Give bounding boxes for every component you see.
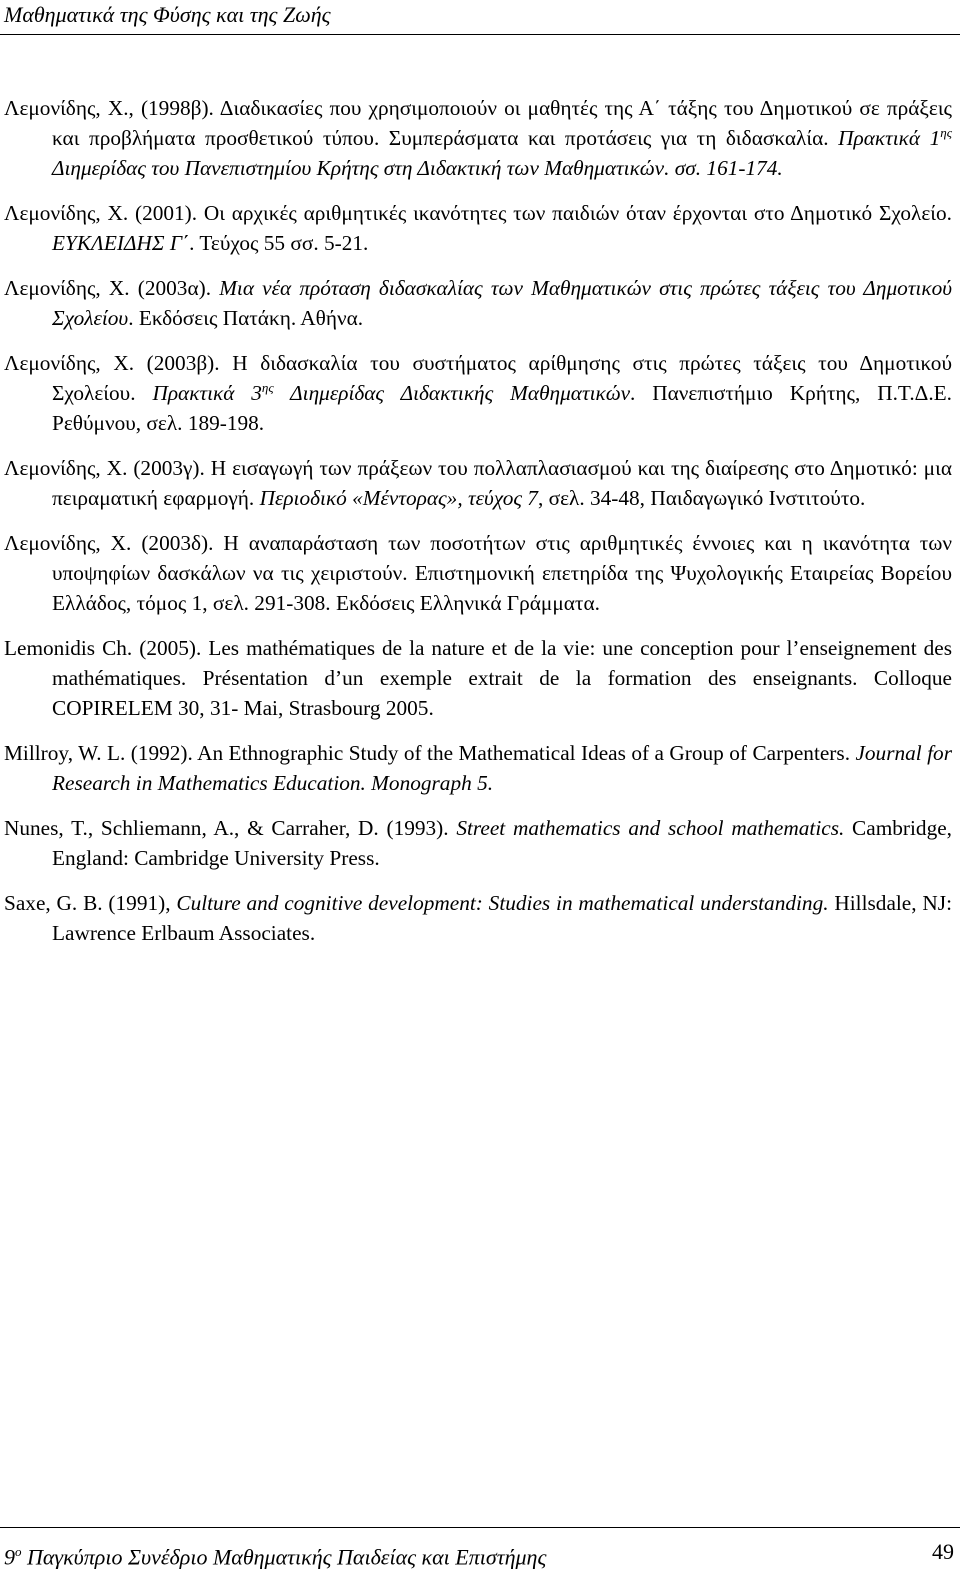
reference-italic-text: Διημερίδας του Πανεπιστημίου Κρήτης στη Διδακτική των Μαθηματικών. σσ. 161-174. <box>52 156 783 180</box>
reference-text: . Εκδόσεις Πατάκη. Αθήνα. <box>128 306 364 330</box>
reference-text: Lemonidis Ch. (2005). Les mathématiques de la nature et de la vie: une conception pour l’enseignement des mathématiques. Présentation d’un exemple extrait de la formation des enseignants. Colloque COPIRELEM 30, 31- Mai, Strasbourg 2005. <box>4 636 952 720</box>
footer-edition-number: 9 <box>4 1544 15 1570</box>
reference-italic-text: Culture and cognitive development: Studies in mathematical understanding. <box>176 891 829 915</box>
reference-text: Λεμονίδης, Χ. (2003δ). Η αναπαράσταση των ποσοτήτων στις αριθμητικές έννοιες και η ικανότητα των υποψηφίων δασκάλων να τις χειριστούν. Επιστημονική επετηρίδα της Ψυχολογικής Εταιρείας Βορείου Ελλάδος, τόμος 1, σελ. 291-308. Εκδόσεις Ελληνικά Γράμματα. <box>4 531 952 615</box>
reference-text: Nunes, T., Schliemann, A., & Carraher, D. (1993). <box>4 816 457 840</box>
reference-text: Λεμονίδης, Χ. (2003β). Η διδασκαλία του συστήματος αρίθμησης στις πρώτες τάξεις του Δημοτικού Σχολείου. <box>4 351 952 405</box>
reference-entry <box>4 198 952 258</box>
reference-italic-text: Περιοδικό «Μέντορας», τεύχος 7 <box>259 486 538 510</box>
reference-entry <box>4 453 952 513</box>
reference-italic-text: Street mathematics and school mathematics. <box>456 816 845 840</box>
reference-text: Λεμονίδης, Χ. (2003α). <box>4 276 220 300</box>
ordinal-superscript: ης <box>261 379 274 395</box>
reference-text: . Πανεπιστήμιο Κρήτης, Π.Τ.Δ.Ε. Ρεθύμνου, σελ. 189-198. <box>52 381 952 435</box>
reference-entry <box>4 273 952 333</box>
reference-text: Cambridge, England: Cambridge University Press. <box>52 816 952 870</box>
reference-text: Saxe, G. B. (1991), <box>4 891 177 915</box>
reference-text: Millroy, W. L. (1992). An Ethnographic Study of the Mathematical Ideas of a Group of Carpenters. <box>4 741 856 765</box>
reference-entry <box>4 813 952 873</box>
reference-italic-text: Μια νέα πρόταση διδασκαλίας των Μαθηματικών στις πρώτες τάξεις του Δημοτικού Σχολείου <box>52 276 952 330</box>
reference-italic-text: ΕΥΚΛΕΙΔΗΣ Γ΄ <box>52 231 190 255</box>
reference-text: Λεμονίδης, Χ. (2001). Οι αρχικές αριθμητικές ικανότητες των παιδιών όταν έρχονται στο Δημοτικό Σχολείο. <box>4 201 952 225</box>
reference-text: , σελ. 34-48, Παιδαγωγικό Ινστιτούτο. <box>537 486 866 510</box>
reference-entry <box>4 633 952 723</box>
footer-edition-suffix: ο <box>15 1544 22 1559</box>
footer-conference-title: Παγκύπριο Συνέδριο Μαθηματικής Παιδείας και Επιστήμης <box>21 1544 547 1570</box>
reference-entry <box>4 528 952 618</box>
reference-text: Λεμονίδης, Χ. (2003γ). Η εισαγωγή των πράξεων του πολλαπλασιασμού και της διαίρεσης στο Δημοτικό: μια πειραματική εφαρμογή. <box>4 456 952 510</box>
reference-text: Λεμονίδης, Χ., (1998β). Διαδικασίες που χρησιμοποιούν οι μαθητές της Α΄ τάξης του Δημοτικού σε πράξεις και προβλήματα προσθετικού τύπου. Συμπεράσματα και προτάσεις για τη διδασκαλία. <box>4 96 952 150</box>
reference-italic-text: Πρακτικά 3 <box>152 381 262 405</box>
reference-list <box>4 93 952 963</box>
ordinal-superscript: ης <box>940 124 952 140</box>
running-header: Μαθηματικά της Φύσης και της Ζωής <box>4 2 331 27</box>
reference-italic-text: Journal for Research in Mathematics Education. Monograph 5. <box>52 741 952 795</box>
reference-italic-text: Πρακτικά 1 <box>838 126 941 150</box>
footer-divider <box>0 1527 960 1528</box>
reference-entry <box>4 738 952 798</box>
reference-text: . Τεύχος 55 σσ. 5-21. <box>189 231 369 255</box>
page-footer <box>4 1537 954 1572</box>
reference-entry <box>4 93 952 183</box>
reference-text: Hillsdale, NJ: Lawrence Erlbaum Associates. <box>52 891 952 945</box>
reference-entry <box>4 348 952 438</box>
reference-italic-text: Διημερίδας Διδακτικής Μαθηματικών <box>273 381 631 405</box>
reference-entry <box>4 888 952 948</box>
header-divider <box>0 34 960 35</box>
page-number: 49 <box>932 1539 954 1564</box>
